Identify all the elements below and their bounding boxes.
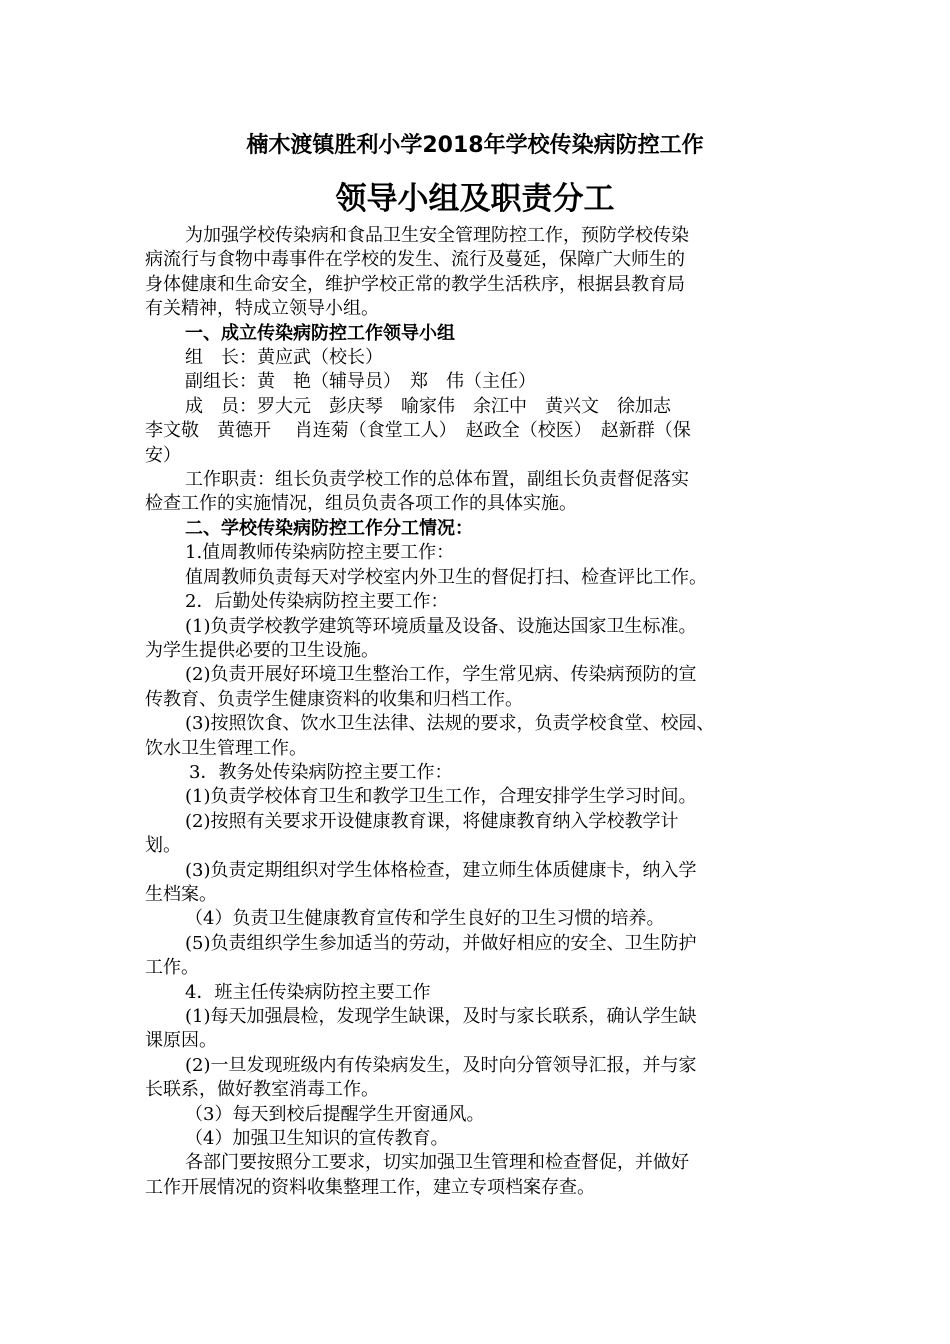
subsection-heading: 3．教务处传染病防控主要工作： bbox=[189, 761, 453, 783]
intro-line: 身体健康和生命安全，维护学校正常的教学生活秩序，根据县教育局 bbox=[145, 273, 685, 295]
closing-line: 工作开展情况的资料收集整理工作，建立专项档案存查。 bbox=[145, 1176, 595, 1198]
body-line: 值周教师负责每天对学校室内外卫生的督促打扫、检查评比工作。 bbox=[185, 566, 707, 588]
section-heading-2: 二、学校传染病防控工作分工情况： bbox=[185, 517, 473, 539]
closing-line: 各部门要按照分工要求，切实加强卫生管理和检查督促，并做好 bbox=[185, 1152, 689, 1174]
body-line: （3）每天到校后提醒学生开窗通风。 bbox=[185, 1103, 485, 1125]
deputy-leader-line: 副组长：黄 艳（辅导员） 郑 伟（主任） bbox=[185, 371, 536, 393]
body-line: 生档案。 bbox=[145, 883, 217, 905]
body-line: 饮水卫生管理工作。 bbox=[145, 737, 307, 759]
document-title-line1: 楠木渡镇胜利小学2018年学校传染病防控工作 bbox=[246, 133, 704, 158]
body-line: (3)负责定期组织对学生体格检查，建立师生体质健康卡，纳入学 bbox=[185, 859, 697, 881]
members-line: 李文敬 黄德开 肖连菊（食堂工人） 赵政全（校医） 赵新群（保 bbox=[145, 420, 691, 442]
duties-line: 工作职责：组长负责学校工作的总体布置，副组长负责督促落实 bbox=[185, 469, 689, 491]
members-line: 安） bbox=[145, 444, 181, 466]
group-leader-line: 组 长：黄应武（校长） bbox=[185, 347, 383, 369]
body-line: (2)按照有关要求开设健康教育课，将健康教育纳入学校教学计 bbox=[185, 810, 679, 832]
body-line: （4）负责卫生健康教育宣传和学生良好的卫生习惯的培养。 bbox=[185, 908, 665, 930]
intro-line: 病流行与食物中毒事件在学校的发生、流行及蔓延，保障广大师生的 bbox=[145, 249, 685, 271]
subsection-heading: 4．班主任传染病防控主要工作 bbox=[185, 981, 431, 1003]
body-line: 工作。 bbox=[145, 957, 199, 979]
body-line: 长联系，做好教室消毒工作。 bbox=[145, 1079, 379, 1101]
subsection-heading: 2．后勤处传染病防控主要工作： bbox=[185, 591, 449, 613]
intro-line: 有关精神，特成立领导小组。 bbox=[145, 298, 379, 320]
body-line: (2)负责开展好环境卫生整治工作，学生常见病、传染病预防的宣 bbox=[185, 664, 697, 686]
subsection-heading: 1.值周教师传染病防控主要工作： bbox=[185, 542, 455, 564]
body-line: (1)每天加强晨检，发现学生缺课，及时与家长联系，确认学生缺 bbox=[185, 1006, 697, 1027]
body-line: （4）加强卫生知识的宣传教育。 bbox=[185, 1128, 449, 1150]
body-line: (1)负责学校体育卫生和教学卫生工作，合理安排学生学习时间。 bbox=[185, 786, 697, 808]
body-line: 课原因。 bbox=[145, 1030, 217, 1052]
document-title-line2: 领导小组及职责分工 bbox=[335, 181, 615, 217]
section-heading-1: 一、成立传染病防控工作领导小组 bbox=[185, 322, 455, 344]
body-line: (5)负责组织学生参加适当的劳动，并做好相应的安全、卫生防护 bbox=[185, 932, 697, 954]
members-line: 成 员：罗大元 彭庆琴 喻家伟 余江中 黄兴文 徐加志 bbox=[185, 395, 671, 417]
body-line: (2)一旦发现班级内有传染病发生，及时向分管领导汇报，并与家 bbox=[185, 1054, 697, 1076]
document-body bbox=[145, 224, 825, 1200]
body-line: 为学生提供必要的卫生设施。 bbox=[145, 639, 379, 661]
body-line: (1)负责学校教学建筑等环境质量及设备、设施达国家卫生标准。 bbox=[185, 615, 697, 637]
duties-line: 检查工作的实施情况，组员负责各项工作的具体实施。 bbox=[145, 493, 577, 515]
body-line: (3)按照饮食、饮水卫生法律、法规的要求，负责学校食堂、校园、 bbox=[185, 713, 715, 735]
intro-line: 为加强学校传染病和食品卫生安全管理防控工作，预防学校传染 bbox=[185, 225, 689, 246]
body-line: 划。 bbox=[145, 835, 181, 857]
body-line: 传教育、负责学生健康资料的收集和归档工作。 bbox=[145, 688, 523, 710]
